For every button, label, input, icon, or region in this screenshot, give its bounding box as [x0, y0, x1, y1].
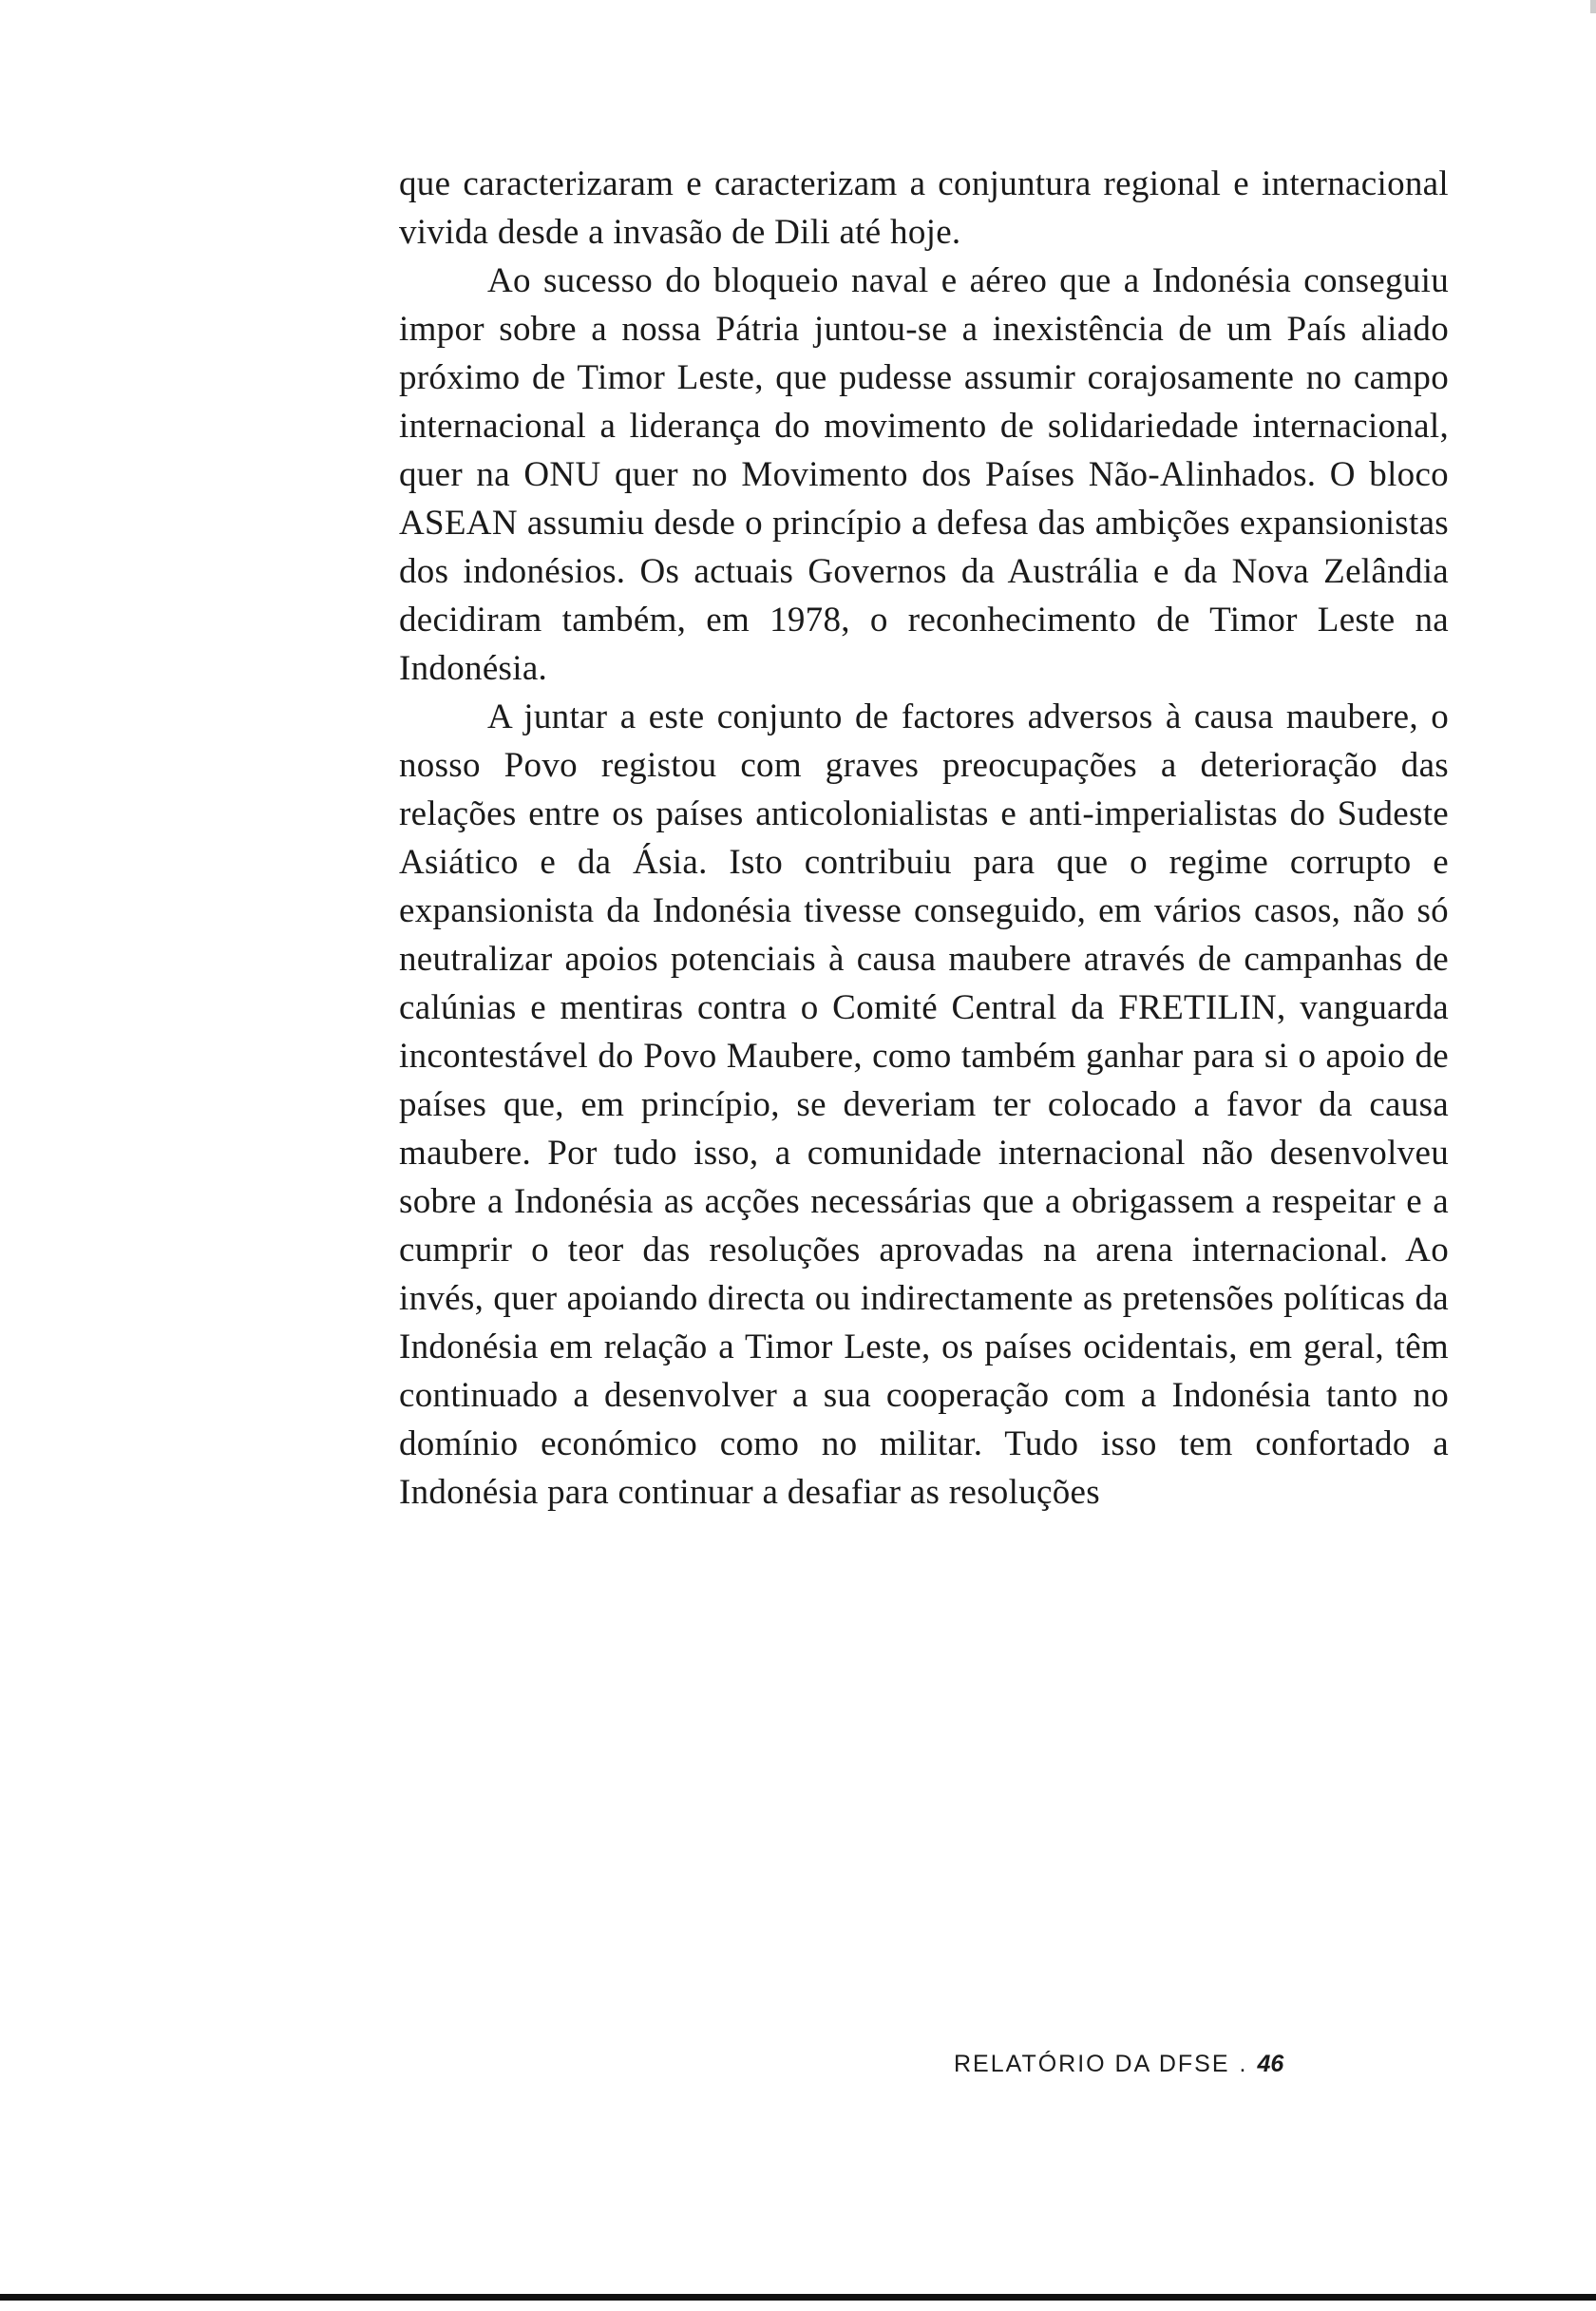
footer-title: RELATÓRIO DA DFSE — [954, 2051, 1230, 2077]
page-footer — [954, 2051, 1283, 2078]
body-text — [399, 160, 1449, 1517]
paragraph-adverse-factors: A juntar a este conjunto de factores adversos à causa maubere, o nosso Povo registou com graves preocupações a deterioração das relações entre os países anticolonialistas e anti-imperialistas do Sudeste Asiático e da Ásia. Isto contribuiu para que o regime corrupto e expansionista da Indonésia tivesse conseguido, em vários casos, não só neutralizar apoios potenciais à causa maubere através de campanhas de calúnias e mentiras contra o Comité Central da FRETILIN, vanguarda incontestável do Povo Maubere, como também ganhar para si o apoio de países que, em princípio, se deveriam ter colocado a favor da causa maubere. Por tudo isso, a comunidade internacional não desenvolveu sobre a Indonésia as acções necessárias que a obrigassem a respeitar e a cumprir o teor das resoluções aprovadas na arena internacional. Ao invés, quer apoiando directa ou indirectamente as pretensões políticas da Indonésia em relação a Timor Leste, os países ocidentais, em geral, têm continuado a desenvolver a sua cooperação com a Indonésia tanto no domínio económico como no militar. Tudo isso tem confortado a Indonésia para continuar a desafiar as resoluções — [399, 697, 1449, 1512]
paragraph-blockade: Ao sucesso do bloqueio naval e aéreo que a Indonésia conseguiu impor sobre a nossa Pátria juntou-se a inexistência de um País aliado próximo de Timor Leste, que pudesse assumir corajosamente no campo internacional a liderança do movimento de solidariedade internacional, quer na ONU quer no Movimento dos Países Não-Alinhados. O bloco ASEAN assumiu desde o princípio a defesa das ambições expansionistas dos indonésios. Os actuais Governos da Austrália e da Nova Zelândia decidiram também, em 1978, o reconhecimento de Timor Leste na Indonésia. — [399, 261, 1449, 688]
scan-artifact — [1590, 0, 1596, 13]
page-number: 46 — [1257, 2051, 1284, 2077]
paragraph-continuation: que caracterizaram e caracterizam a conjuntura regional e internacional vivida desde a invasão de Dili até hoje. — [399, 164, 1449, 252]
bottom-border-line — [0, 2294, 1596, 2301]
footer-separator: . — [1239, 2051, 1248, 2077]
